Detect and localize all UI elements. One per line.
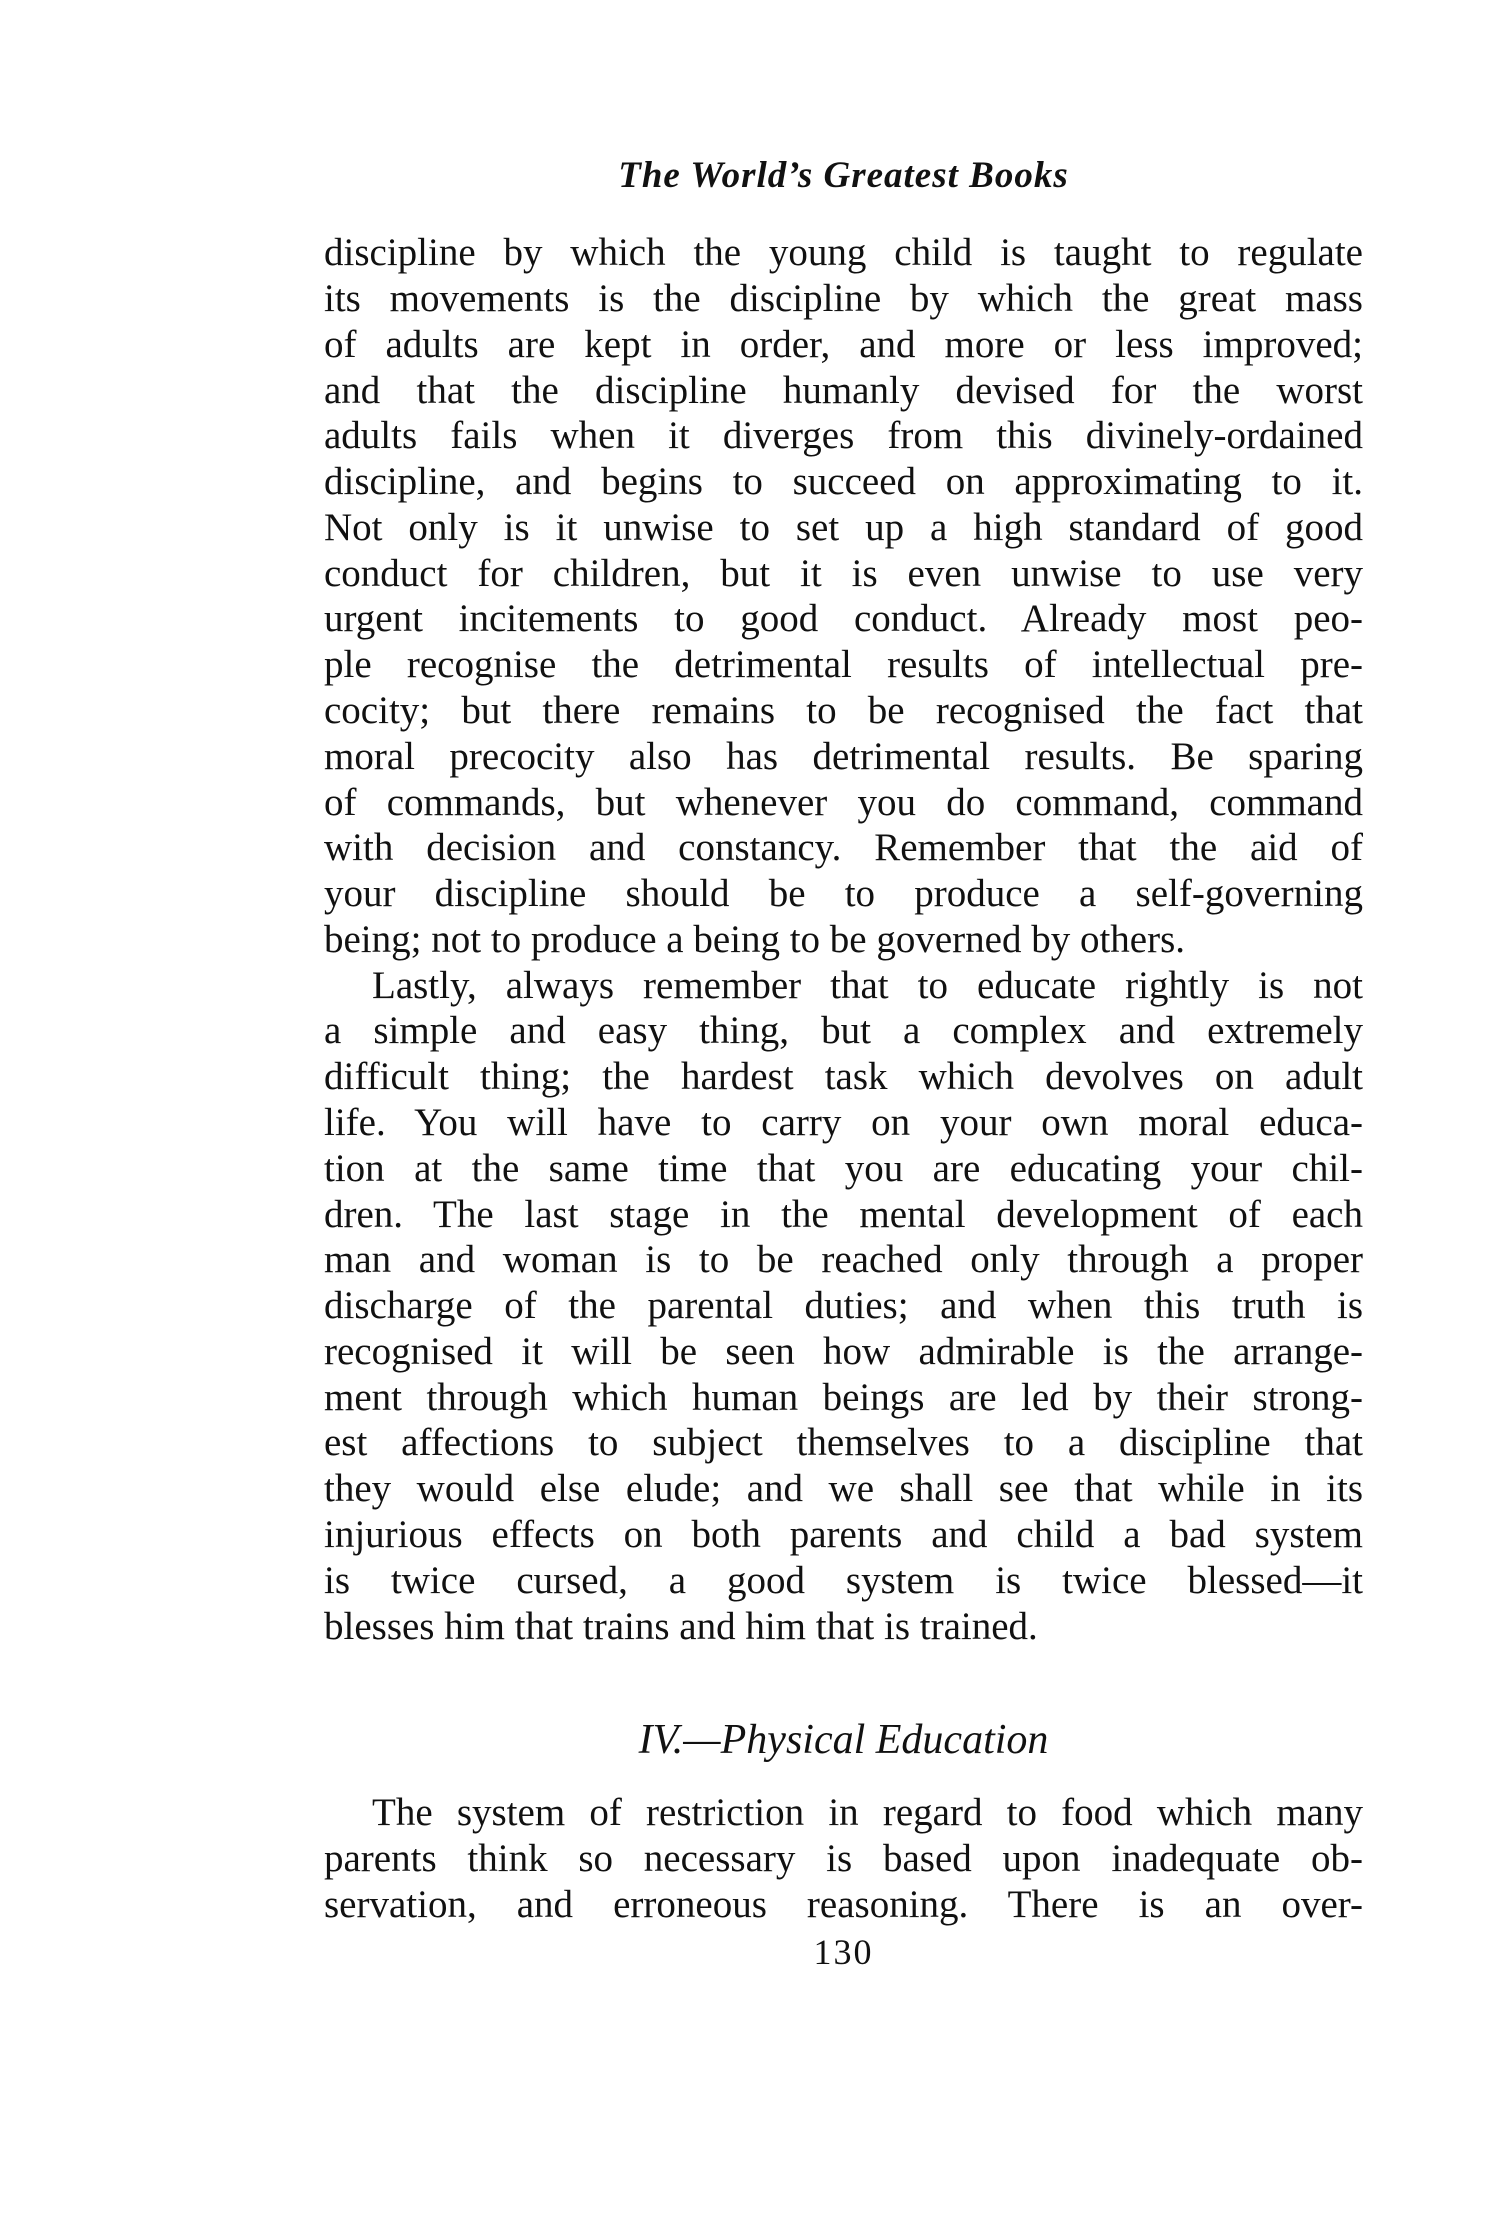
text-line: difficult thing; the hardest task which devolves on adult — [324, 1055, 1363, 1098]
text-line: is twice cursed, a good system is twice blessed—it — [324, 1559, 1363, 1602]
text-line: ple recognise the detrimental results of intellectual pre- — [324, 643, 1363, 686]
text-line: dren. The last stage in the mental development of each — [324, 1193, 1363, 1236]
text-line: urgent incitements to good conduct. Already most peo- — [324, 597, 1363, 640]
text-line: parents think so necessary is based upon inadequate ob- — [324, 1837, 1363, 1880]
text-line: its movements is the discipline by which the great mass — [324, 277, 1363, 320]
text-line: blesses him that trains and him that is trained. — [324, 1605, 1038, 1648]
text-line: they would else elude; and we shall see that while in its — [324, 1467, 1363, 1510]
text-line: servation, and erroneous reasoning. There is an over- — [324, 1883, 1363, 1926]
text-line: est affections to subject themselves to a discipline that — [324, 1421, 1363, 1464]
text-line: Lastly, always remember that to educate rightly is not — [372, 964, 1363, 1007]
text-line: conduct for children, but it is even unwise to use very — [324, 552, 1363, 595]
text-line: adults fails when it diverges from this divinely-ordained — [324, 414, 1363, 457]
text-line: moral precocity also has detrimental results. Be sparing — [324, 735, 1363, 778]
text-line: of adults are kept in order, and more or less improved; — [324, 323, 1363, 366]
text-line: and that the discipline humanly devised for the worst — [324, 369, 1363, 412]
text-line: discipline, and begins to succeed on approximating to it. — [324, 460, 1363, 503]
text-line: man and woman is to be reached only through a proper — [324, 1238, 1363, 1281]
text-line: of commands, but whenever you do command, command — [324, 781, 1363, 824]
text-line: recognised it will be seen how admirable is the arrange- — [324, 1330, 1363, 1373]
running-head: The World’s Greatest Books — [618, 155, 1069, 196]
text-line: your discipline should be to produce a self-governing — [324, 872, 1363, 915]
text-line: a simple and easy thing, but a complex and extremely — [324, 1009, 1363, 1052]
text-line: ment through which human beings are led by their strong- — [324, 1376, 1363, 1419]
text-line: Not only is it unwise to set up a high standard of good — [324, 506, 1363, 549]
text-line: cocity; but there remains to be recognised the fact that — [324, 689, 1363, 732]
section-heading: IV.—Physical Education — [638, 1717, 1049, 1763]
text-line: The system of restriction in regard to food which many — [372, 1791, 1363, 1834]
page-number: 130 — [813, 1932, 874, 1972]
text-line: with decision and constancy. Remember that the aid of — [324, 826, 1363, 869]
text-line: discipline by which the young child is taught to regulate — [324, 231, 1363, 274]
text-line: tion at the same time that you are educating your chil- — [324, 1147, 1363, 1190]
text-line: injurious effects on both parents and child a bad system — [324, 1513, 1363, 1556]
text-line: discharge of the parental duties; and when this truth is — [324, 1284, 1363, 1327]
text-line: being; not to produce a being to be governed by others. — [324, 918, 1186, 961]
text-line: life. You will have to carry on your own moral educa- — [324, 1101, 1363, 1144]
